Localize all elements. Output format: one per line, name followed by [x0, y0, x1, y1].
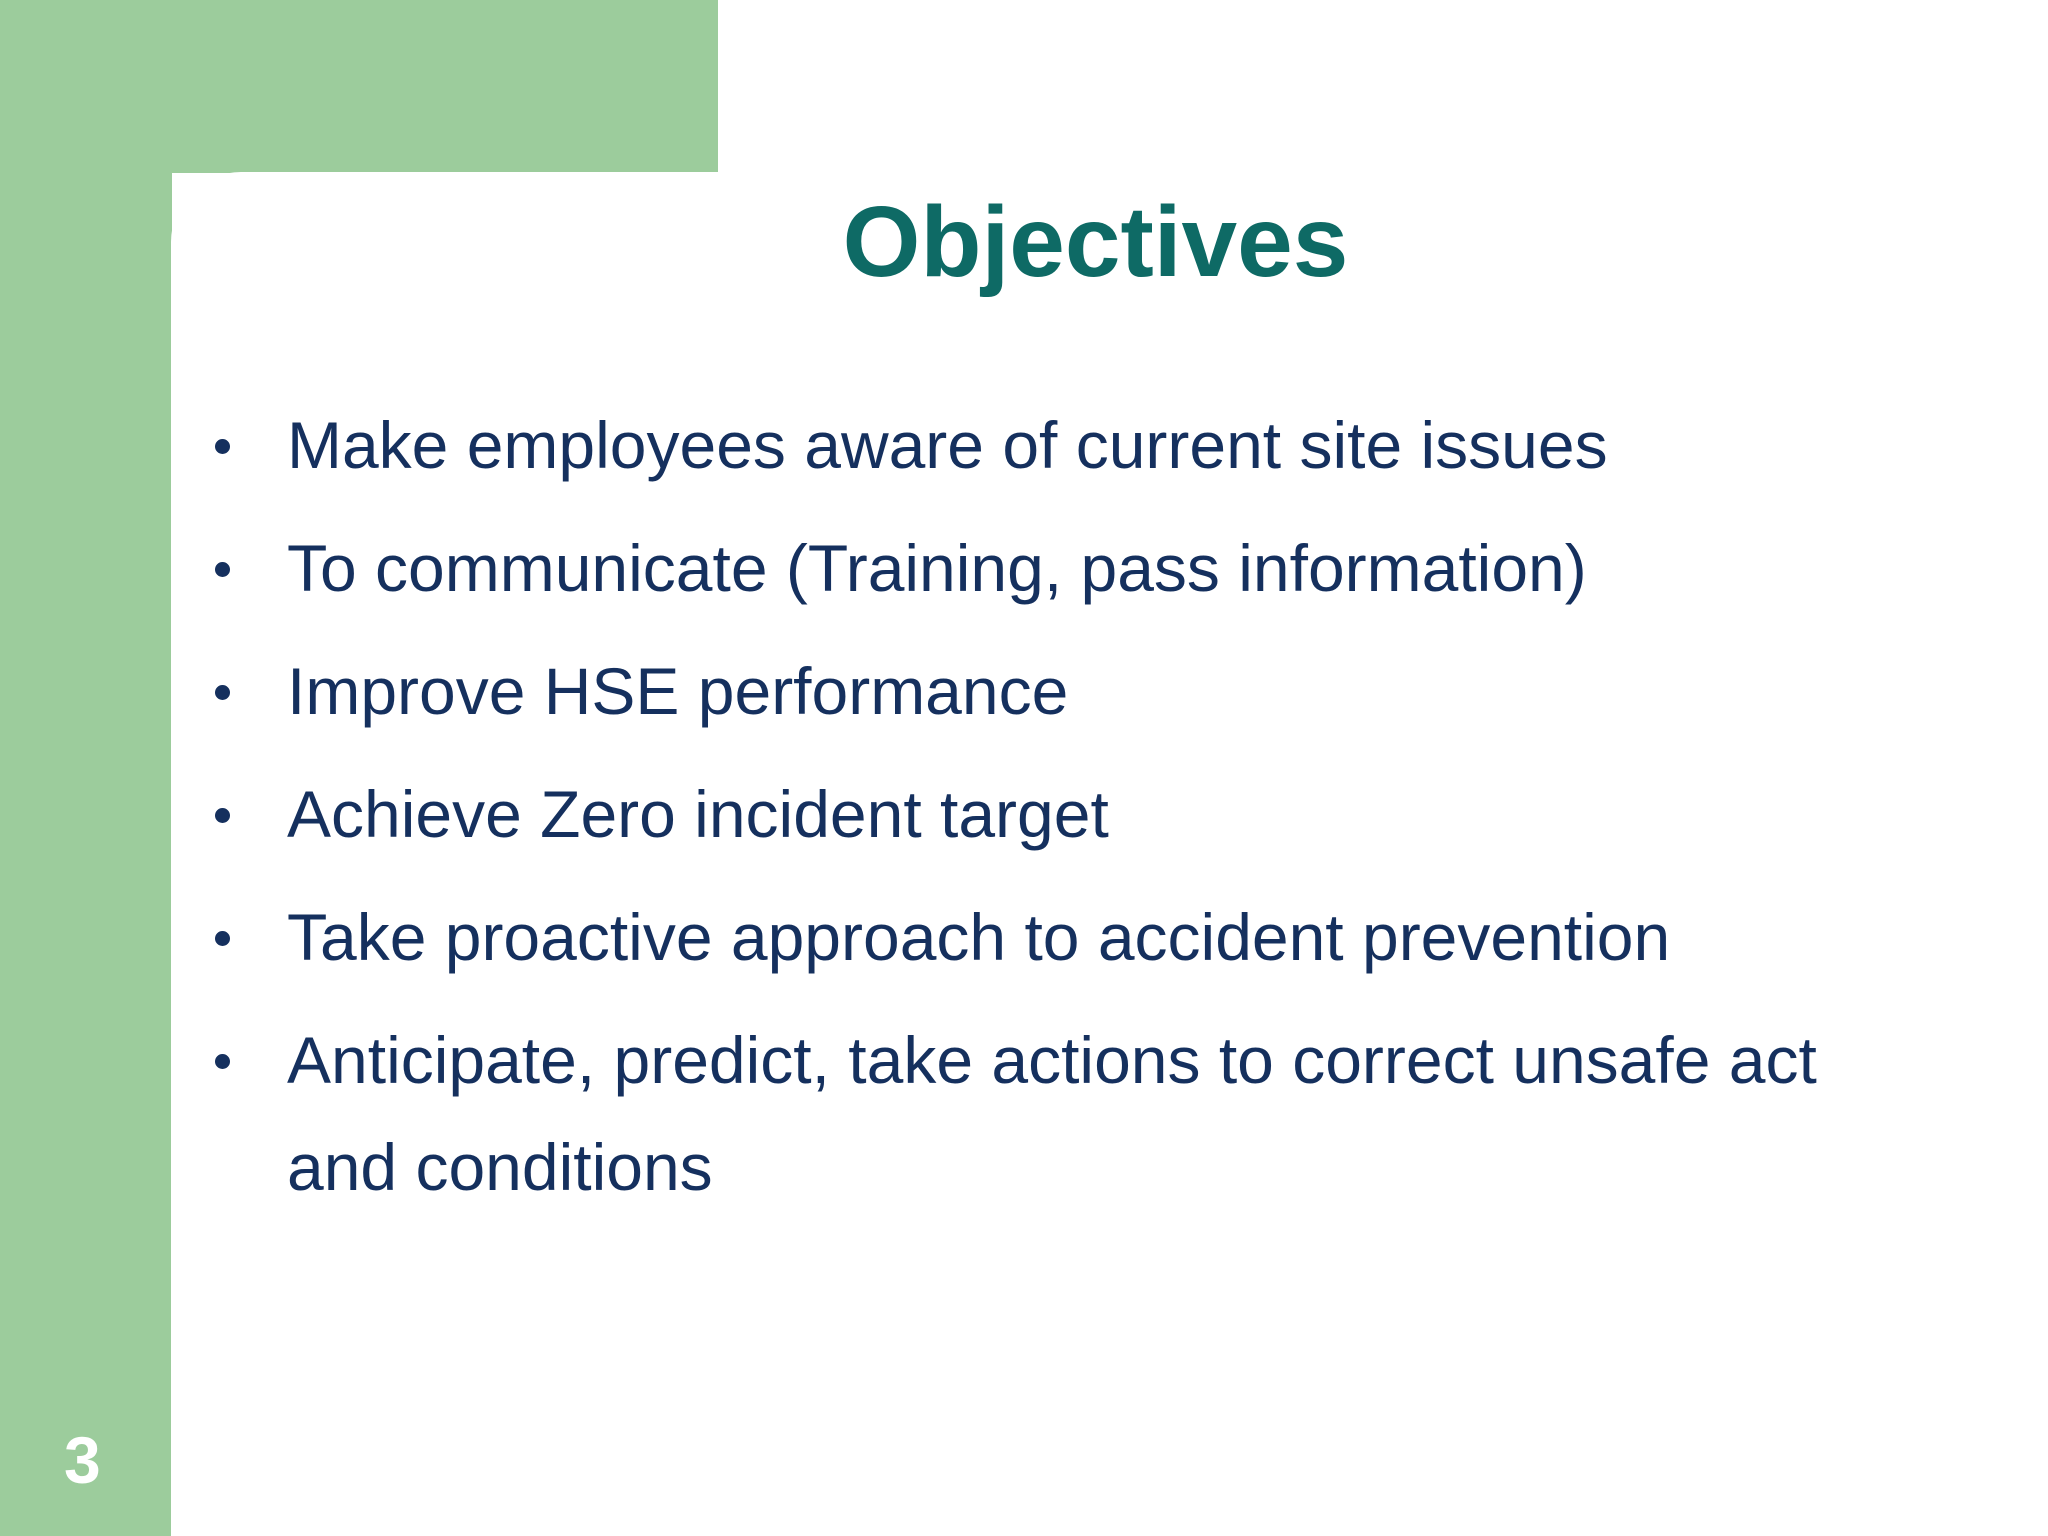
bullet-dot-icon: [215, 808, 230, 823]
list-item: [205, 515, 1905, 622]
bullet-dot-icon: [215, 931, 230, 946]
list-item-text: Improve HSE performance: [287, 654, 1069, 728]
list-item-text: Take proactive approach to accident prevention: [287, 900, 1671, 974]
list-item-text: Anticipate, predict, take actions to correct unsafe act and conditions: [287, 1023, 1817, 1204]
list-item-text: Achieve Zero incident target: [287, 777, 1109, 851]
top-accent-block: [0, 0, 718, 173]
list-item: [205, 1007, 1905, 1221]
objectives-list: [205, 392, 1905, 1237]
list-item: [205, 638, 1905, 745]
list-item-text: Make employees aware of current site issues: [287, 408, 1608, 482]
list-item: [205, 761, 1905, 868]
list-item: [205, 884, 1905, 991]
slide-title: Objectives: [842, 186, 1349, 298]
bullet-dot-icon: [215, 685, 230, 700]
slide-number: 3: [64, 1423, 101, 1497]
list-item: [205, 392, 1905, 499]
bullet-dot-icon: [215, 439, 230, 454]
bullet-dot-icon: [215, 1054, 230, 1069]
bullet-dot-icon: [215, 562, 230, 577]
list-item-text: To communicate (Training, pass information): [287, 531, 1587, 605]
